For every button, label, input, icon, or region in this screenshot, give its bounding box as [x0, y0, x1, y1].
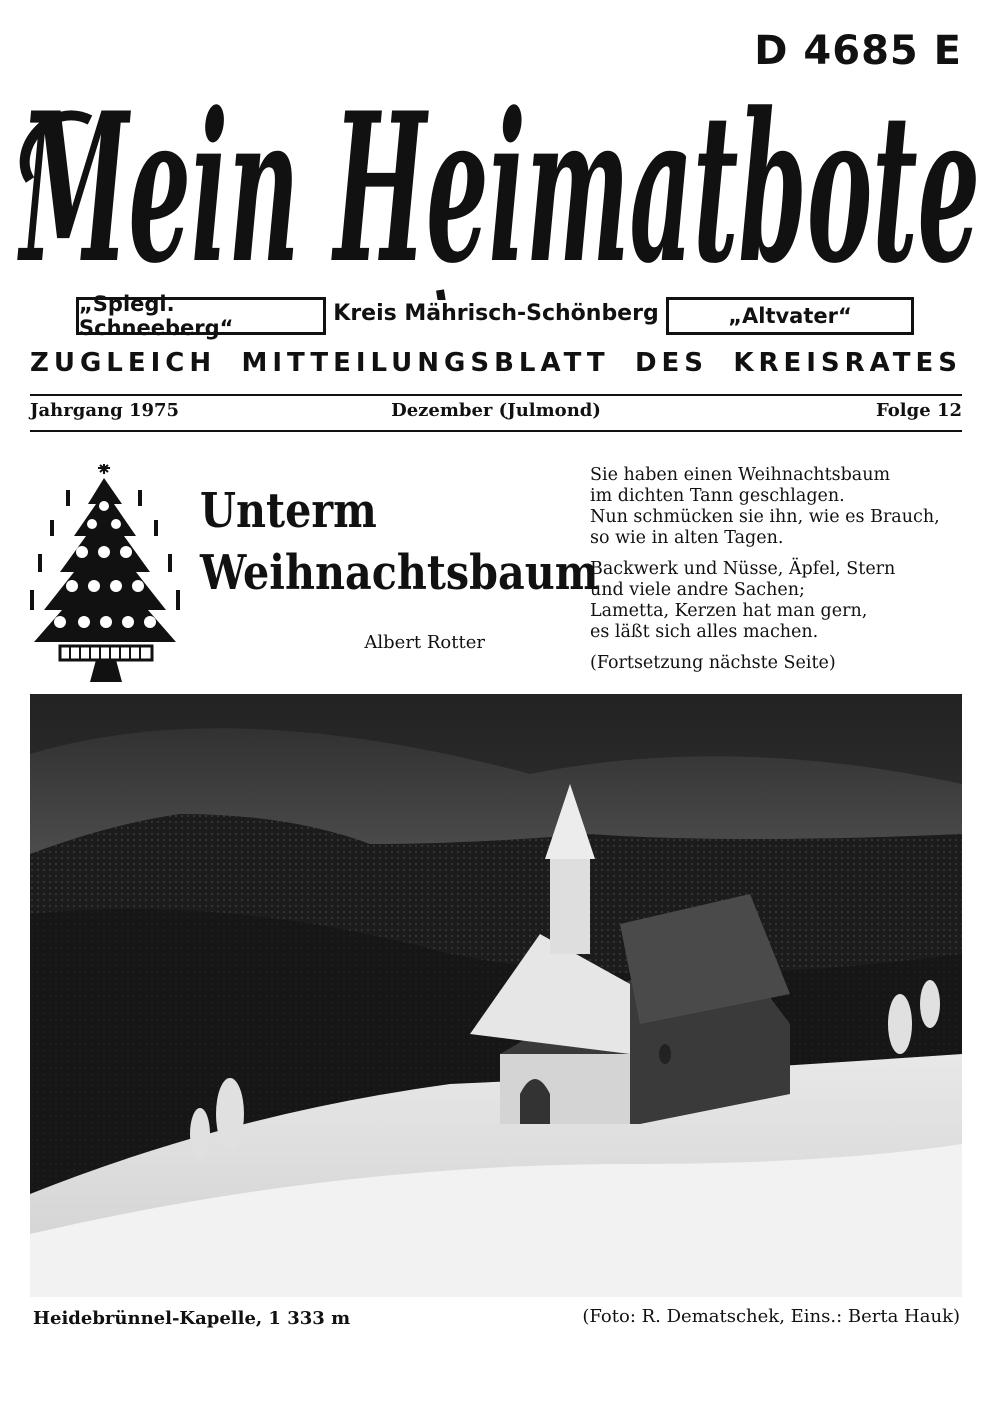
region-box-left: „Spiegl. Schneeberg“ — [76, 297, 326, 335]
poem-line: Sie haben einen Weihnachtsbaum — [590, 465, 891, 485]
poem-line: im dichten Tann geschlagen. — [590, 486, 845, 506]
poem-line: es läßt sich alles machen. — [590, 622, 819, 642]
divider-top — [30, 394, 962, 396]
divider-bottom — [30, 430, 962, 432]
poem-line: Nun schmücken sie ihn, wie es Brauch, — [590, 507, 940, 527]
christmas-tree-illustration — [26, 460, 186, 682]
issue-number: Folge 12 — [876, 400, 962, 421]
poem-line: Lametta, Kerzen hat man gern, — [590, 601, 868, 621]
poem-line: so wie in alten Tagen. — [590, 528, 784, 548]
publication-code: D 4685 E — [754, 28, 962, 74]
poem-title-line-2: Weihnachtsbaum — [200, 545, 599, 601]
poem-title — [200, 480, 598, 604]
chapel-photo — [30, 694, 962, 1297]
poem-author: Albert Rotter — [364, 632, 485, 653]
bulletin-subtitle: ZUGLEICH MITTEILUNGSBLATT DES KREISRATES — [30, 348, 962, 378]
region-box-right: „Altvater“ — [666, 297, 914, 335]
subtitle-row — [76, 292, 916, 340]
district-name: Kreis Mährisch-Schönberg — [333, 301, 659, 326]
svg-text:Mein Heimatbote: Mein Heimatbote — [17, 69, 980, 300]
poem-text — [590, 465, 970, 674]
poem-stanza-1 — [590, 465, 970, 549]
photo-credit: (Foto: R. Dematschek, Eins.: Berta Hauk) — [582, 1306, 960, 1327]
masthead-title-logo — [10, 60, 990, 300]
photo-caption: Heidebrünnel-Kapelle, 1 333 m — [33, 1308, 351, 1329]
poem-stanza-2 — [590, 559, 970, 643]
poem-continuation: (Fortsetzung nächste Seite) — [590, 653, 836, 673]
poem-title-line-1: Unterm — [200, 483, 377, 539]
poem-line: Backwerk und Nüsse, Äpfel, Stern — [590, 559, 896, 579]
poem-line: und viele andre Sachen; — [590, 580, 805, 600]
issue-month: Dezember (Julmond) — [391, 400, 601, 421]
issue-volume: Jahrgang 1975 — [30, 400, 180, 421]
